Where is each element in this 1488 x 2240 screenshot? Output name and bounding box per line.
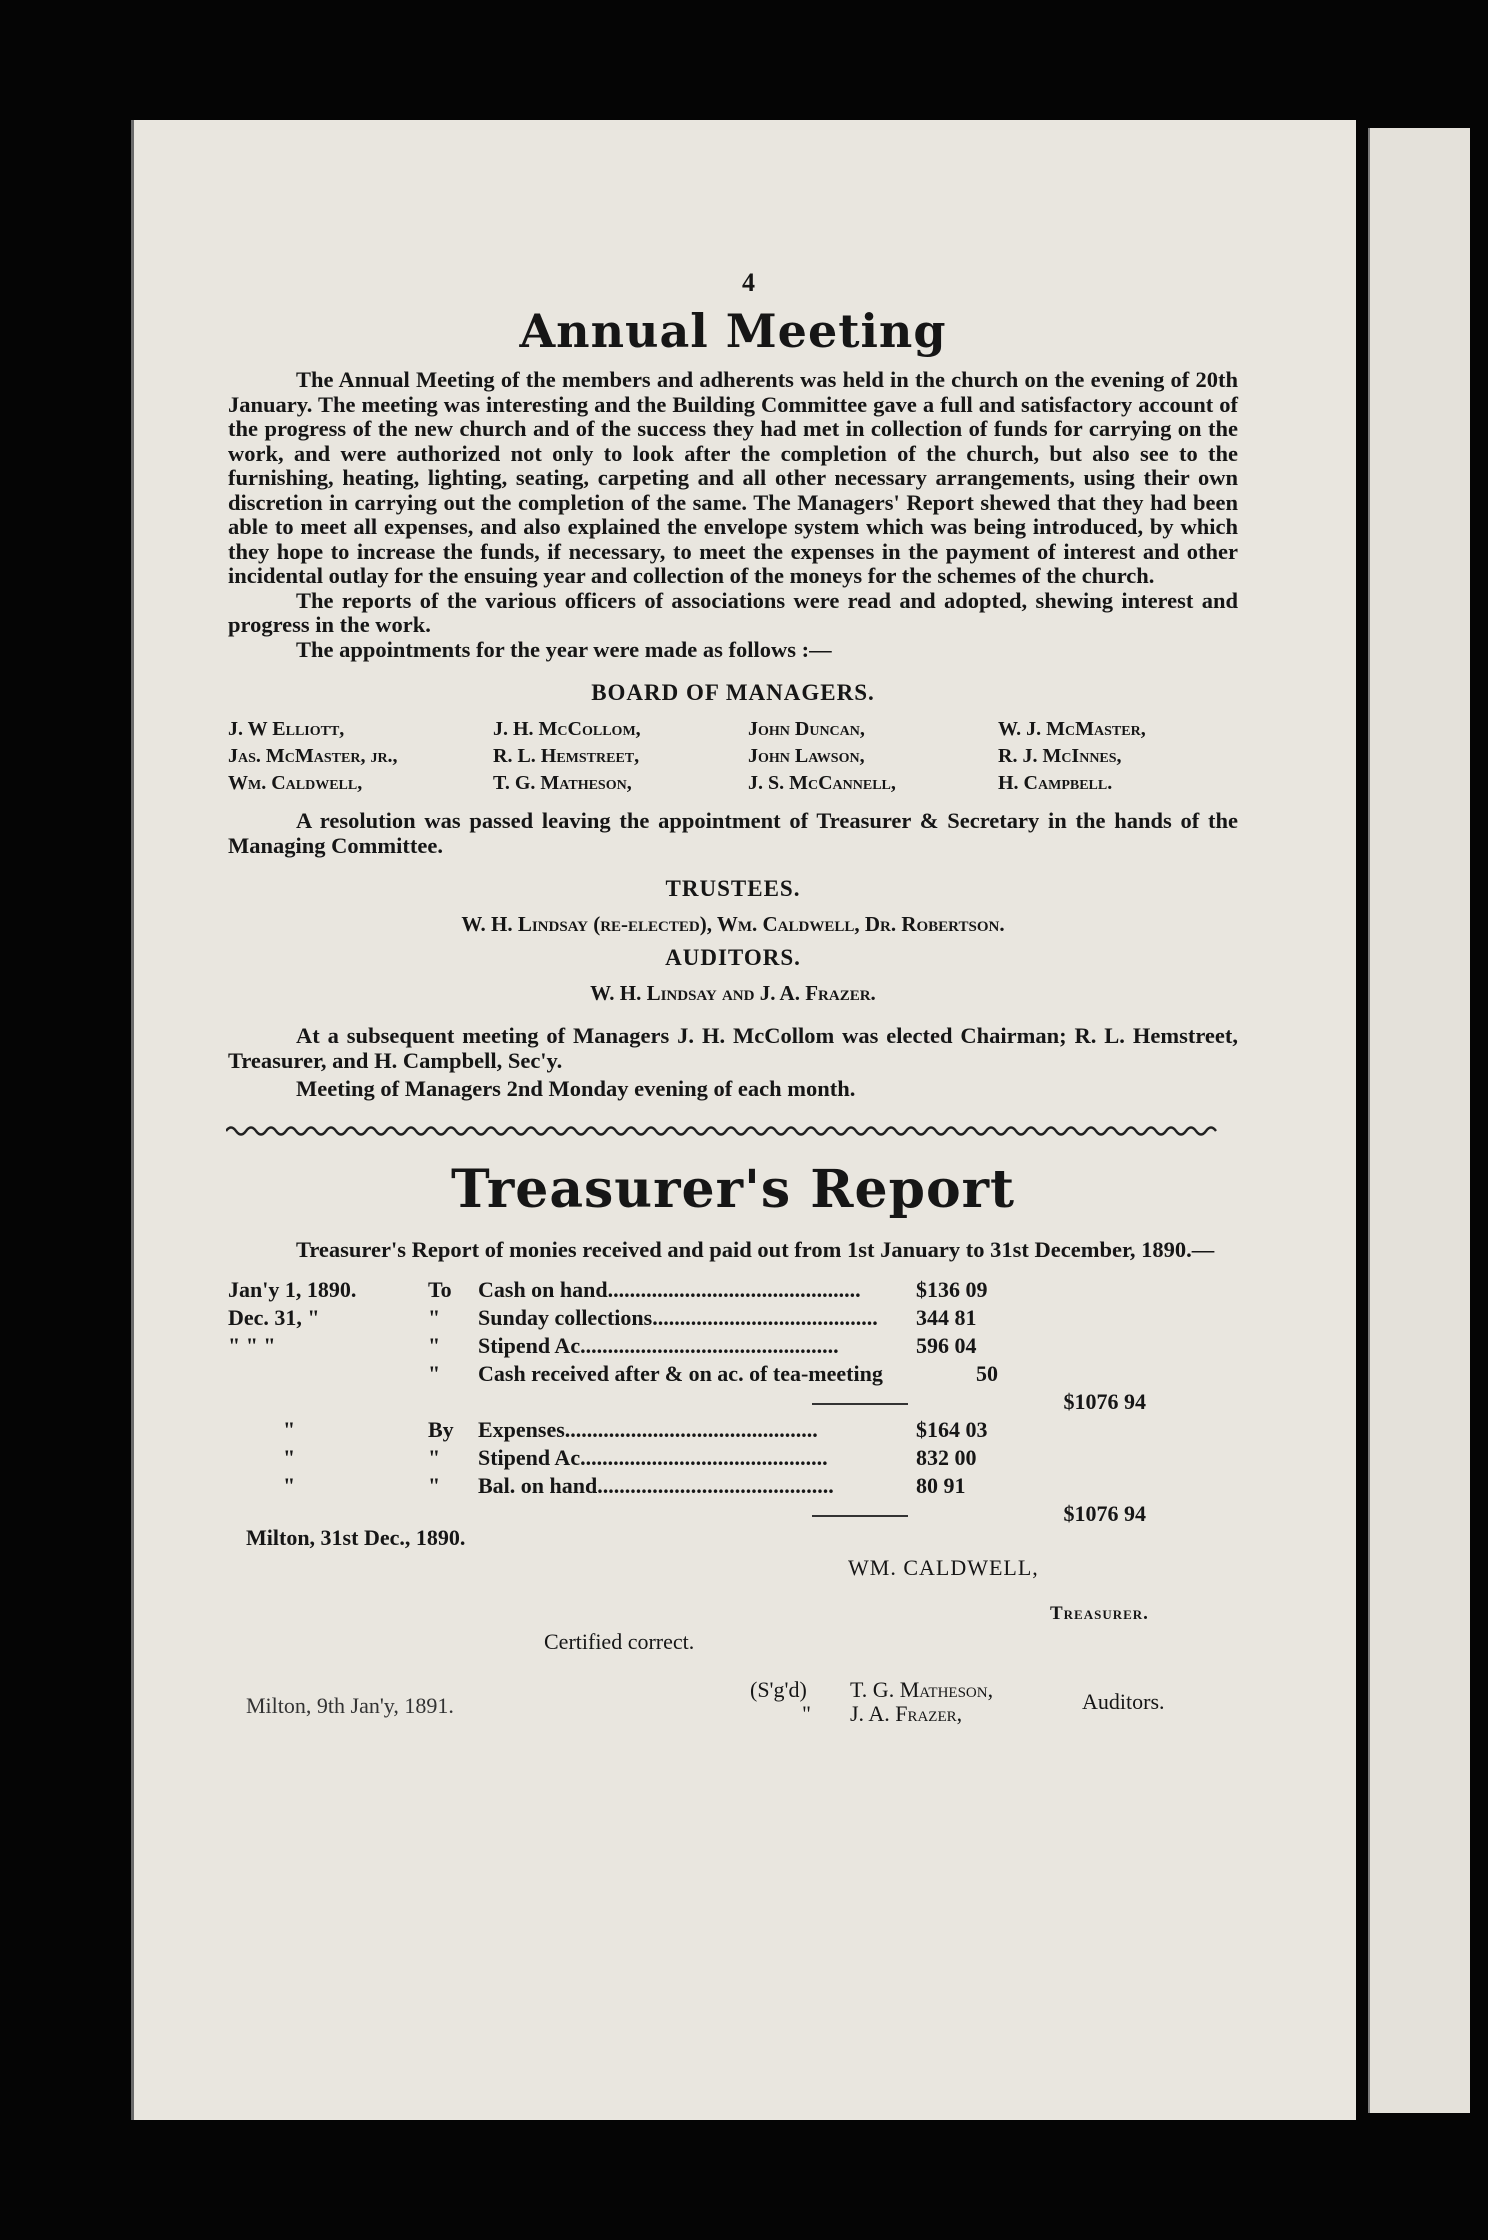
- ledger-to: To: [428, 1277, 452, 1302]
- board-name: Wm. Caldwell,: [228, 772, 363, 794]
- annual-meeting-title: Annual Meeting: [519, 304, 947, 358]
- subsequent-meeting-paragraph: At a subsequent meeting of Managers J. H. McCollom was elected Chairman; R. L. Hemstreet, Treasurer, and H. Campbell, Sec'y.: [228, 1023, 1238, 1073]
- board-name: J. H. McCollom,: [493, 718, 641, 740]
- board-name: W. J. McMaster,: [998, 718, 1146, 740]
- ledger-row: [228, 1304, 1238, 1332]
- treasurer-title: Treasurer.: [1050, 1603, 1149, 1624]
- ledger-to: ": [428, 1473, 441, 1498]
- ledger-date: " " ": [228, 1333, 276, 1358]
- resolution-paragraph: A resolution was passed leaving the appointment of Treasurer & Secretary in the hands of the Managing Committee.: [228, 808, 1238, 858]
- ledger-amount: $136 09: [916, 1277, 988, 1302]
- ledger-amount: 50: [976, 1361, 998, 1386]
- auditors-heading: AUDITORS.: [665, 945, 801, 970]
- ledger-description: Sunday collections.........................................: [478, 1305, 878, 1330]
- ledger-description: Cash received after & on ac. of tea-meeting: [478, 1361, 883, 1386]
- signature-block: [228, 1525, 1238, 1778]
- auditors-label: Auditors.: [1082, 1689, 1165, 1714]
- ledger-date: Dec. 31, ": [228, 1305, 320, 1330]
- ledger-row: [228, 1416, 1238, 1444]
- board-name: J. S. McCannell,: [748, 772, 896, 794]
- ledger-row: [228, 1360, 1238, 1388]
- adjacent-page-edge: [1368, 128, 1470, 2113]
- treasurer-intro: Treasurer's Report of monies received and paid out from 1st January to 31st December, 1890.—: [296, 1236, 1215, 1262]
- board-heading: BOARD OF MANAGERS.: [591, 680, 875, 705]
- ledger-date: ": [228, 1417, 296, 1442]
- trustees-names: W. H. Lindsay (re-elected), Wm. Caldwell, Dr. Robertson.: [461, 912, 1005, 936]
- ledger-to: ": [428, 1333, 441, 1358]
- certified-correct: Certified correct.: [544, 1629, 695, 1654]
- ledger-rule: [812, 1403, 908, 1405]
- board-name: J. W Elliott,: [228, 718, 345, 740]
- board-name: Jas. McMaster, jr.,: [228, 745, 398, 767]
- signed-mark: (S'g'd): [750, 1677, 807, 1702]
- ledger-subtotal-row: [228, 1388, 1238, 1416]
- trustees-heading: TRUSTEES.: [665, 876, 801, 901]
- board-name: John Lawson,: [748, 745, 865, 767]
- ledger-total: $1076 94: [1063, 1389, 1146, 1414]
- report-place-date: Milton, 31st Dec., 1890.: [246, 1525, 466, 1550]
- page-number: 4: [742, 268, 755, 297]
- ledger-amount: 596 04: [916, 1333, 977, 1358]
- ledger-row: [228, 1332, 1238, 1360]
- auditor-ditto: ": [802, 1701, 811, 1726]
- ledger-to: By: [428, 1417, 454, 1442]
- board-names: [228, 716, 1238, 797]
- ledger-amount: 80 91: [916, 1473, 966, 1498]
- certified-date: Milton, 9th Jan'y, 1891.: [246, 1693, 454, 1718]
- treasurer-report-title: Treasurer's Report: [450, 1158, 1016, 1220]
- annual-paragraph-2: The reports of the various officers of associations were read and adopted, shewing interest and progress in the work.: [228, 587, 1238, 637]
- ledger-to: ": [428, 1305, 441, 1330]
- ledger-row: [228, 1472, 1238, 1500]
- ledger-amount: 344 81: [916, 1305, 977, 1330]
- ledger-rule: [812, 1515, 908, 1517]
- ledger-description: Stipend Ac...............................................: [478, 1333, 839, 1358]
- ledger-description: Cash on hand..............................................: [478, 1277, 861, 1302]
- board-name: H. Campbell.: [998, 772, 1113, 794]
- treasurer-name: WM. CALDWELL,: [848, 1555, 1039, 1580]
- annual-paragraph-3: The appointments for the year were made as follows :—: [296, 636, 832, 662]
- ledger-amount: $164 03: [916, 1417, 988, 1442]
- ledger-to: ": [428, 1445, 441, 1470]
- auditor-2: J. A. Frazer,: [850, 1701, 963, 1726]
- ledger-description: Stipend Ac.............................................: [478, 1445, 828, 1470]
- ledger-date: Jan'y 1, 1890.: [228, 1277, 357, 1302]
- auditor-1: T. G. Matheson,: [850, 1677, 994, 1702]
- ledger-to: ": [428, 1361, 441, 1386]
- ledger-total: $1076 94: [1063, 1501, 1146, 1526]
- ledger-amount: 832 00: [916, 1445, 977, 1470]
- annual-paragraph-1: The Annual Meeting of the members and adherents was held in the church on the evening of 20th January. The meeting was interesting and the Building Committee gave a full and satisfactory account of the progress of the new church and of the success they had met in collection of funds for carrying on the work, and were authorized not only to look after the completion of the church, but also see to the furnishing, heating, lighting, seating, carpeting and all other necessary arrangements, using their own discretion in carrying out the completion of the same. The Managers' Report shewed that they had been able to meet all expenses, and also explained the envelope system which was being introduced, by which they hope to increase the funds, if necessary, to meet the expenses in the payment of interest and other incidental outlay for the ensuing year and collection of the moneys for the schemes of the church.: [228, 367, 1238, 588]
- treasurer-ledger: [228, 1276, 1238, 1528]
- board-name: T. G. Matheson,: [493, 772, 632, 794]
- wavy-divider: [226, 1124, 1226, 1138]
- board-name: R. L. Hemstreet,: [493, 745, 640, 767]
- ledger-date: ": [228, 1473, 296, 1498]
- auditors-names: W. H. Lindsay and J. A. Frazer.: [590, 981, 876, 1005]
- page-content: [228, 268, 1238, 1778]
- ledger-row: [228, 1444, 1238, 1472]
- managers-meeting-note: Meeting of Managers 2nd Monday evening of each month.: [296, 1076, 856, 1101]
- ledger-date: ": [228, 1445, 296, 1470]
- board-name: R. J. McInnes,: [998, 745, 1122, 767]
- board-name: John Duncan,: [748, 718, 865, 740]
- ledger-row: [228, 1276, 1238, 1304]
- ledger-description: Expenses..............................................: [478, 1417, 818, 1442]
- ledger-description: Bal. on hand...........................................: [478, 1473, 834, 1498]
